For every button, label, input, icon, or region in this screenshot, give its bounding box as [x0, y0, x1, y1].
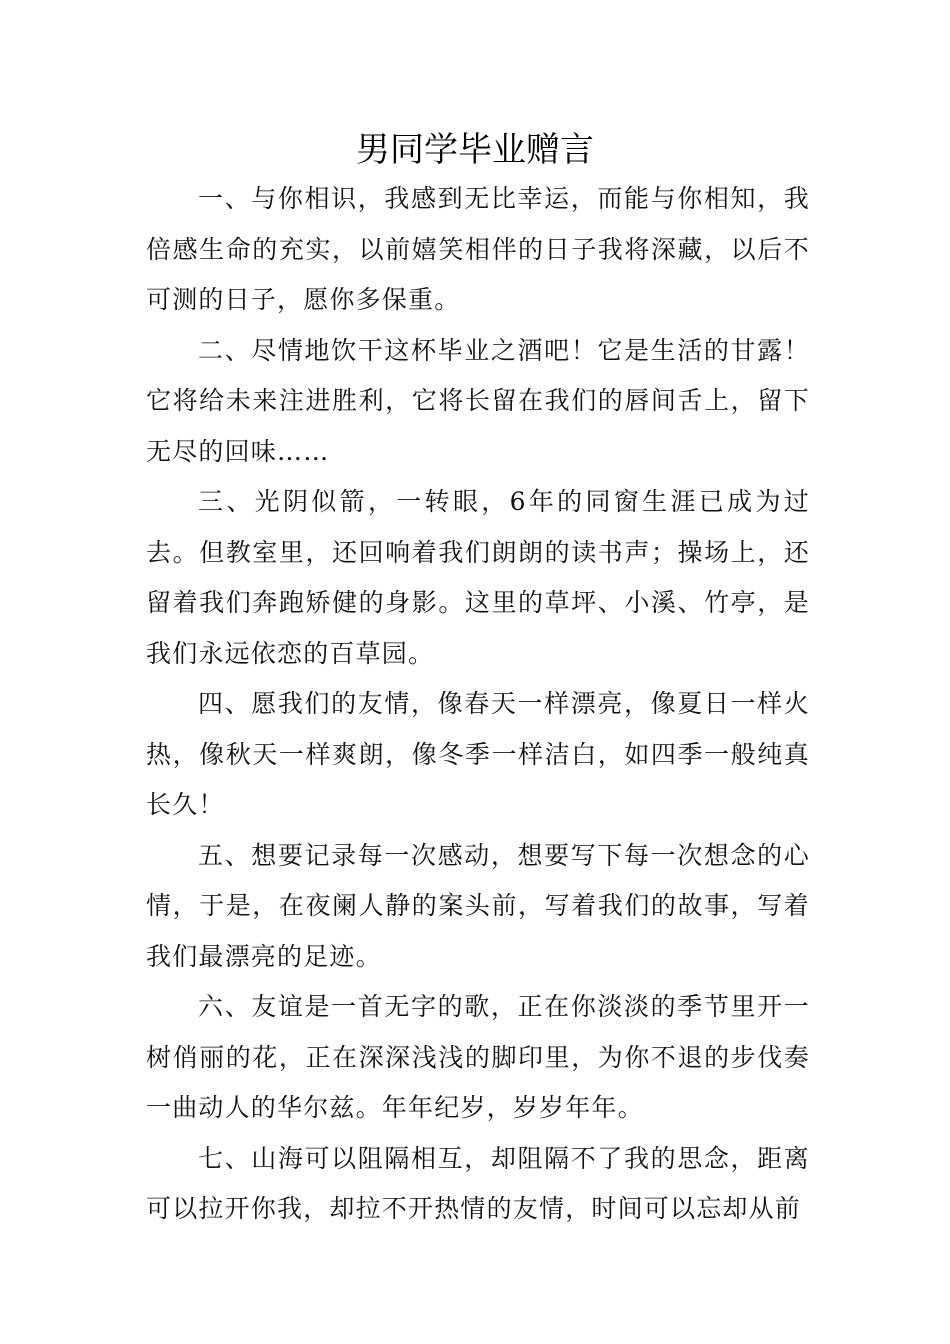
paragraph-6: 六、友谊是一首无字的歌，正在你淡淡的季节里开一树俏丽的花，正在深深浅浅的脚印里，为你不退的步伐奏一曲动人的华尔兹。年年纪岁，岁岁年年。 — [146, 992, 810, 1122]
paragraph-5: 五、想要记录每一次感动，想要写下每一次想念的心情，于是，在夜阑人静的案头前，写着我们的故事，写着我们最漂亮的足迹。 — [146, 840, 810, 971]
paragraph-3: 三、光阴似箭，一转眼，6年的同窗生涯已成为过去。但教室里，还回响着我们朗朗的读书声；操场上，还留着我们奔跑矫健的身影。这里的草坪、小溪、竹亭，是我们永远依恋的百草园。 — [146, 487, 810, 668]
document-title: 男同学毕业赠言 — [356, 130, 594, 170]
paragraph-1: 一、与你相识，我感到无比幸运，而能与你相知，我倍感生命的充实，以前嬉笑相伴的日子我将深藏，以后不可测的日子，愿你多保重。 — [146, 184, 810, 314]
paragraph-7: 七、山海可以阻隔相互，却阻隔不了我的思念，距离可以拉开你我，却拉不开热情的友情，时间可以忘却从前 — [146, 1143, 810, 1223]
document-body — [146, 174, 810, 1235]
paragraph-2: 二、尽情地饮干这杯毕业之酒吧！它是生活的甘露！它将给未来注进胜利，它将长留在我们的唇间舌上，留下无尽的回味…… — [146, 335, 810, 466]
paragraph-4: 四、愿我们的友情，像春天一样漂亮，像夏日一样火热，像秋天一样爽朗，像冬季一样洁白，如四季一般纯真长久！ — [146, 689, 810, 819]
